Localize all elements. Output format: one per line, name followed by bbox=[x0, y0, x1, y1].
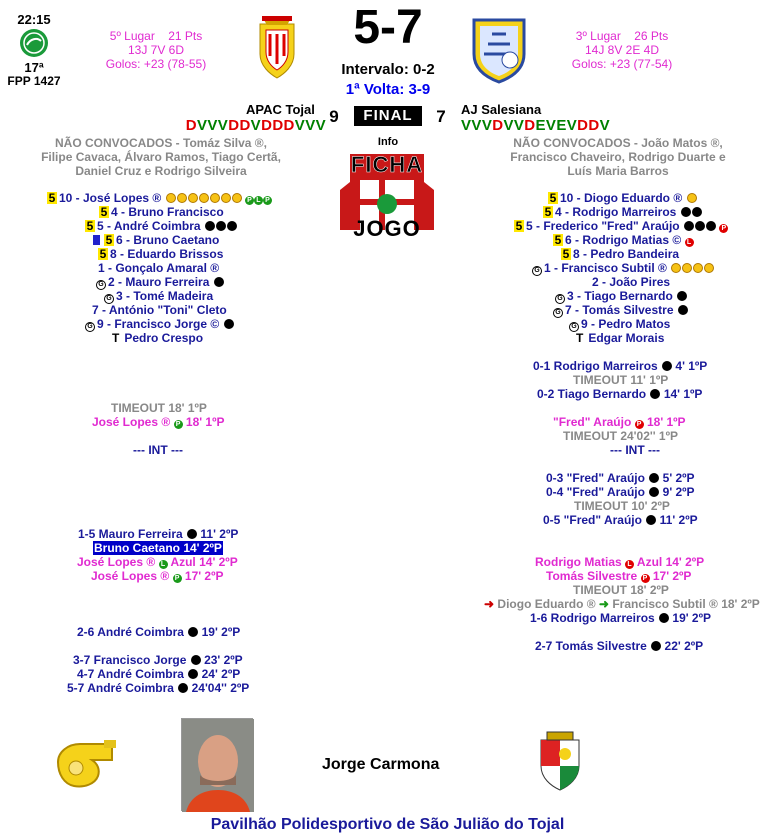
sub-in-icon: ➜ bbox=[598, 597, 609, 611]
goalie-icon: G bbox=[104, 294, 114, 304]
goalie-icon: G bbox=[553, 308, 563, 318]
away-player-row[interactable] bbox=[514, 219, 728, 233]
fouls-icons bbox=[204, 219, 237, 233]
first-round-score: 1ª Volta: 3-9 bbox=[345, 81, 431, 98]
red-card-icon: P bbox=[719, 224, 728, 233]
home-timeout: TIMEOUT 18' 1ºP bbox=[111, 401, 207, 415]
away-player: 3 - Tiago Bernardo bbox=[567, 289, 673, 303]
final-badge bbox=[354, 106, 422, 126]
goal-icon bbox=[659, 613, 669, 623]
away-player: 6 - Rodrigo Matias © bbox=[565, 233, 682, 247]
home-goal-diff: Golos: +23 (78-55) bbox=[105, 57, 207, 71]
goal-icon bbox=[650, 389, 660, 399]
away-card-event: "Fred" Araújo P 18' 1ºP bbox=[553, 415, 686, 429]
coach-icon: T bbox=[576, 331, 584, 345]
goalie-icon: G bbox=[555, 294, 565, 304]
home-goals: 9 bbox=[329, 107, 339, 126]
away-player-row[interactable] bbox=[553, 303, 688, 317]
home-player-row[interactable] bbox=[98, 247, 223, 261]
fouls-icons bbox=[165, 191, 242, 205]
venue-name: Pavilhão Polidesportivo de São Julião do Tojal bbox=[210, 816, 565, 833]
form-result: D bbox=[261, 117, 273, 134]
goal-icon bbox=[646, 515, 656, 525]
home-not-called-line: NÃO CONVOCADOS - Tomáz Silva ®, bbox=[55, 136, 267, 150]
goal-icon bbox=[188, 669, 198, 679]
form-result: V bbox=[294, 117, 306, 134]
home-player: 10 - José Lopes ® bbox=[59, 191, 162, 205]
home-player: 5 - André Coimbra bbox=[97, 219, 201, 233]
fouls-icons bbox=[223, 317, 234, 331]
away-not-called-line: Luís Maria Barros bbox=[567, 164, 669, 178]
form-result: V bbox=[207, 117, 218, 134]
away-timeout: TIMEOUT 10' 2ºP bbox=[574, 499, 670, 513]
away-player-row[interactable] bbox=[548, 191, 697, 205]
away-points: 26 Pts bbox=[634, 29, 669, 43]
goal-icon bbox=[187, 529, 197, 539]
home-team-name[interactable]: APAC Tojal bbox=[246, 102, 315, 117]
goal-icon bbox=[651, 641, 661, 651]
home-player-row[interactable] bbox=[98, 261, 219, 275]
starter-marker: 5 bbox=[549, 191, 557, 205]
form-result: V bbox=[566, 117, 578, 134]
starter-marker: 5 bbox=[99, 247, 107, 261]
blue-card-icon: L bbox=[625, 560, 634, 569]
away-not-called bbox=[500, 136, 736, 178]
home-coach-row[interactable] bbox=[112, 331, 203, 345]
starter-marker: 5 bbox=[105, 233, 113, 247]
municipality-crest bbox=[527, 730, 593, 794]
starter-marker: 5 bbox=[562, 247, 570, 261]
away-timeout: TIMEOUT 18' 2ºP bbox=[573, 583, 669, 597]
away-player-row[interactable] bbox=[553, 233, 694, 247]
away-player-row[interactable] bbox=[569, 317, 670, 331]
away-place: 3º Lugar bbox=[575, 29, 621, 43]
starter-marker: 5 bbox=[515, 219, 523, 233]
home-card-event: José Lopes ® P 18' 1ºP bbox=[92, 415, 225, 429]
goal-icon bbox=[191, 655, 201, 665]
away-not-called-line: NÃO CONVOCADOS - João Matos ®, bbox=[513, 136, 723, 150]
goal-icon bbox=[178, 683, 188, 693]
home-player-row[interactable] bbox=[92, 303, 227, 317]
away-event: 0-3 "Fred" Araújo 5' 2ºP bbox=[546, 471, 695, 485]
form-result: V bbox=[481, 117, 493, 134]
home-card-event: José Lopes ® P 17' 2ºP bbox=[91, 569, 224, 583]
home-player-row[interactable] bbox=[85, 219, 237, 233]
fouls-icons bbox=[213, 275, 224, 289]
blue-card-icon bbox=[93, 235, 100, 245]
home-event: 2-6 André Coimbra 19' 2ºP bbox=[77, 625, 241, 639]
home-standing bbox=[86, 29, 226, 71]
home-player: 7 - António "Toni" Cleto bbox=[92, 303, 227, 317]
starter-marker: 5 bbox=[100, 205, 108, 219]
home-player: 8 - Eduardo Brissos bbox=[110, 247, 224, 261]
away-card-event: Tomás Silvestre P 17' 2ºP bbox=[546, 569, 692, 583]
fouls-icons bbox=[683, 219, 716, 233]
starter-marker: 5 bbox=[86, 219, 94, 233]
away-player: 5 - Frederico "Fred" Araújo bbox=[526, 219, 680, 233]
goalie-icon: G bbox=[532, 266, 542, 276]
goal-icon bbox=[649, 473, 659, 483]
referee-name: Jorge Carmona bbox=[322, 756, 440, 773]
home-player-row[interactable] bbox=[104, 289, 213, 303]
away-goals: 7 bbox=[436, 107, 446, 126]
coach-icon: T bbox=[112, 331, 120, 345]
form-result: V bbox=[217, 117, 229, 134]
form-result: D bbox=[185, 117, 197, 134]
home-player: 2 - Mauro Ferreira bbox=[108, 275, 210, 289]
goalie-icon: G bbox=[569, 322, 579, 332]
home-points: 21 Pts bbox=[168, 29, 203, 43]
sub-out-icon: ➜ bbox=[484, 597, 495, 611]
home-coach: Pedro Crespo bbox=[124, 331, 204, 345]
federation-logo bbox=[18, 28, 50, 58]
away-event: 0-5 "Fred" Araújo 11' 2ºP bbox=[543, 513, 698, 527]
home-player-row[interactable] bbox=[96, 275, 224, 289]
away-standing bbox=[552, 29, 692, 71]
home-not-called-line: Daniel Cruz e Rodrigo Silveira bbox=[75, 164, 247, 178]
form-result: V bbox=[503, 117, 514, 134]
home-record: 13J 7V 6D bbox=[127, 43, 185, 57]
form-result: D bbox=[524, 117, 536, 134]
away-form bbox=[461, 117, 641, 134]
goalie-icon: G bbox=[85, 322, 95, 332]
away-record: 14J 8V 2E 4D bbox=[584, 43, 660, 57]
away-goal-diff: Golos: +23 (77-54) bbox=[571, 57, 673, 71]
final-label: FINAL bbox=[363, 107, 413, 124]
home-player: 1 - Gonçalo Amaral ® bbox=[98, 261, 220, 275]
away-event: 2-7 Tomás Silvestre 22' 2ºP bbox=[535, 639, 704, 653]
away-team-name[interactable]: AJ Salesiana bbox=[461, 102, 542, 117]
form-result: E bbox=[535, 117, 546, 134]
home-event-highlight: Bruno Caetano 14' 2ºP bbox=[94, 541, 222, 555]
form-result: D bbox=[492, 117, 504, 134]
home-player: 9 - Francisco Jorge © bbox=[97, 317, 220, 331]
home-player: 3 - Tomé Madeira bbox=[116, 289, 214, 303]
home-event: 1-5 Mauro Ferreira 11' 2ºP bbox=[78, 527, 239, 541]
fouls-icons bbox=[680, 205, 702, 219]
home-card-event: José Lopes ® L Azul 14' 2ºP bbox=[77, 555, 238, 569]
fouls-icons bbox=[686, 191, 697, 205]
home-event: 5-7 André Coimbra 24'04'' 2ºP bbox=[67, 681, 250, 695]
form-result: V bbox=[471, 117, 482, 134]
home-form bbox=[176, 117, 326, 134]
green-card-icon: P bbox=[174, 420, 183, 429]
form-result: V bbox=[461, 117, 472, 134]
away-player: 10 - Diogo Eduardo ® bbox=[560, 191, 683, 205]
form-result: D bbox=[283, 117, 295, 134]
match-time: 22:15 bbox=[17, 12, 51, 27]
away-player: 4 - Rodrigo Marreiros bbox=[555, 205, 677, 219]
goal-icon bbox=[662, 361, 672, 371]
form-result: V bbox=[545, 117, 557, 134]
form-result: E bbox=[556, 117, 567, 134]
ficha-jogo-button[interactable] bbox=[336, 150, 438, 240]
red-card-icon: P bbox=[641, 574, 650, 583]
away-player: 2 - João Pires bbox=[592, 275, 671, 289]
away-interval: --- INT --- bbox=[610, 443, 660, 457]
away-player: 7 - Tomás Silvestre bbox=[565, 303, 674, 317]
form-result: V bbox=[599, 117, 610, 134]
away-event: 0-2 Tiago Bernardo 14' 1ºP bbox=[537, 387, 703, 401]
starter-marker: 5 bbox=[48, 191, 56, 205]
blue-card-icon: L bbox=[159, 560, 168, 569]
referee-photo bbox=[181, 718, 253, 811]
away-not-called-line: Francisco Chaveiro, Rodrigo Duarte e bbox=[510, 150, 726, 164]
home-player-row[interactable] bbox=[99, 205, 224, 219]
form-result: V bbox=[305, 117, 316, 134]
home-event: 3-7 Francisco Jorge 23' 2ºP bbox=[73, 653, 243, 667]
away-player: 1 - Francisco Subtil ® bbox=[544, 261, 667, 275]
goalie-icon: G bbox=[96, 280, 106, 290]
blue-card-icon: L bbox=[685, 238, 694, 247]
home-crest[interactable] bbox=[256, 14, 298, 80]
fpp-number: FPP 1427 bbox=[7, 74, 61, 88]
away-crest[interactable] bbox=[470, 14, 528, 84]
ranking-position: 17ª bbox=[24, 60, 44, 75]
form-result: V bbox=[315, 117, 326, 134]
home-event: 4-7 André Coimbra 24' 2ºP bbox=[77, 667, 241, 681]
home-player: 6 - Bruno Caetano bbox=[116, 233, 220, 247]
away-player-row[interactable] bbox=[555, 289, 687, 303]
home-not-called bbox=[30, 136, 292, 178]
away-coach: Edgar Morais bbox=[588, 331, 665, 345]
away-event: 0-4 "Fred" Araújo 9' 2ºP bbox=[546, 485, 695, 499]
form-result: V bbox=[196, 117, 208, 134]
halftime-score: Intervalo: 0-2 bbox=[341, 61, 435, 78]
away-player: 9 - Pedro Matos bbox=[581, 317, 671, 331]
away-player-row[interactable] bbox=[532, 261, 714, 275]
away-coach-row[interactable] bbox=[576, 331, 664, 345]
red-card-icon: P bbox=[635, 420, 644, 429]
away-player-row[interactable] bbox=[592, 275, 670, 289]
form-result: V bbox=[250, 117, 262, 134]
goal-icon bbox=[649, 487, 659, 497]
home-player-row[interactable] bbox=[85, 317, 234, 331]
whistle-icon bbox=[52, 738, 122, 790]
away-timeout: TIMEOUT 11' 1ºP bbox=[573, 373, 669, 387]
info-link[interactable]: Info bbox=[377, 136, 399, 148]
ficha-label: FICHA bbox=[350, 152, 424, 177]
green-card-icon: P bbox=[173, 574, 182, 583]
away-event: 0-1 Rodrigo Marreiros 4' 1ºP bbox=[533, 359, 708, 373]
away-player: 8 - Pedro Bandeira bbox=[573, 247, 680, 261]
form-result: D bbox=[588, 117, 600, 134]
form-result: V bbox=[513, 117, 525, 134]
away-substitution: ➜ Diogo Eduardo ® ➜ Francisco Subtil ® 18' 2ºP bbox=[484, 597, 760, 611]
away-player-row[interactable] bbox=[543, 205, 702, 219]
fouls-icons bbox=[677, 303, 688, 317]
home-not-called-line: Filipe Cavaca, Álvaro Ramos, Tiago Certã, bbox=[41, 150, 281, 164]
away-player-row[interactable] bbox=[561, 247, 679, 261]
fouls-icons bbox=[676, 289, 687, 303]
form-result: D bbox=[228, 117, 240, 134]
form-result: D bbox=[272, 117, 284, 134]
jogo-label: JOGO bbox=[353, 216, 421, 241]
form-result: D bbox=[577, 117, 589, 134]
goal-icon bbox=[188, 627, 198, 637]
home-player-row[interactable] bbox=[93, 233, 219, 247]
fouls-icons bbox=[670, 261, 714, 275]
away-timeout: TIMEOUT 24'02'' 1ºP bbox=[563, 429, 678, 443]
home-player-row[interactable] bbox=[47, 191, 272, 205]
starter-marker: 5 bbox=[554, 233, 562, 247]
starter-marker: 5 bbox=[544, 205, 552, 219]
cards-icons: P L P bbox=[245, 191, 272, 205]
form-result: D bbox=[239, 117, 251, 134]
away-event: 1-6 Rodrigo Marreiros 19' 2ºP bbox=[530, 611, 711, 625]
final-score: 5-7 bbox=[353, 1, 423, 54]
home-place: 5º Lugar bbox=[109, 29, 155, 43]
home-player: 4 - Bruno Francisco bbox=[111, 205, 224, 219]
home-interval: --- INT --- bbox=[133, 443, 183, 457]
away-card-event: Rodrigo Matias L Azul 14' 2ºP bbox=[535, 555, 705, 569]
